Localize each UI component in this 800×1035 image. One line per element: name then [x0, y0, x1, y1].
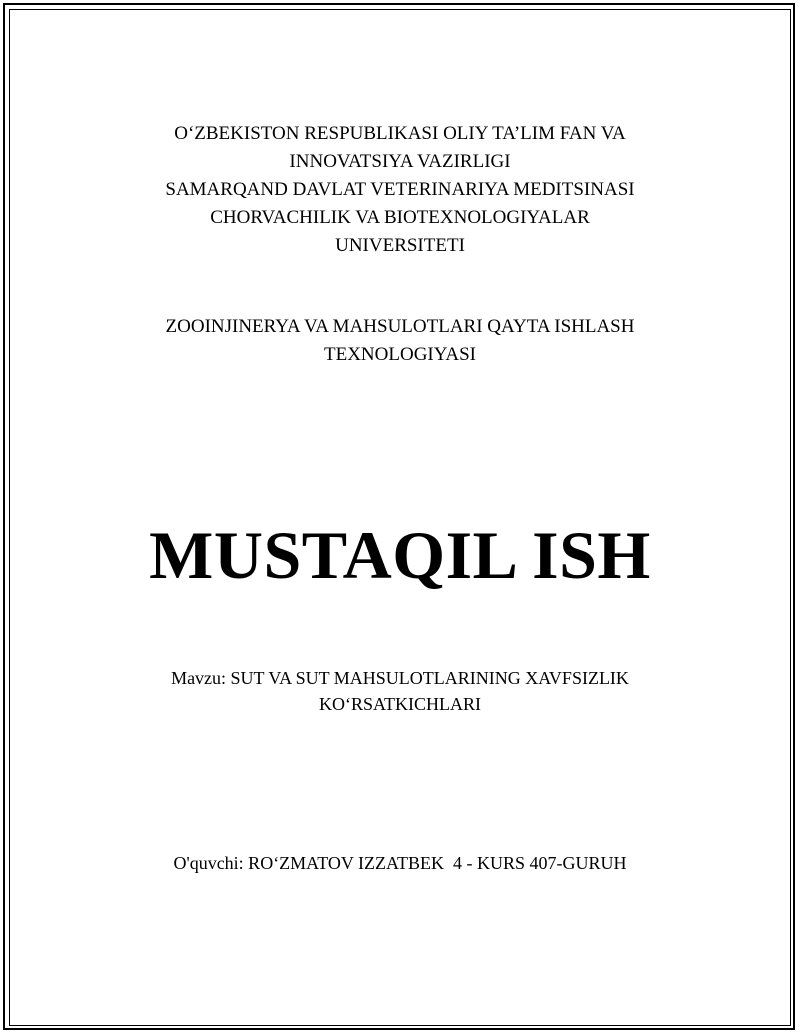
student-block — [0, 850, 800, 876]
ministry-line-1: O‘ZBEKISTON RESPUBLIKASI OLIY TA’LIM FAN VA — [174, 123, 626, 144]
university-line-3: UNIVERSITETI — [335, 235, 465, 256]
ministry-line-2: INNOVATSIYA VAZIRLIGI — [289, 151, 511, 172]
university-line-1: SAMARQAND DAVLAT VETERINARIYA MEDITSINASI — [165, 179, 635, 200]
faculty-heading — [0, 313, 800, 369]
topic-block — [0, 665, 800, 717]
topic-line-1: Mavzu: SUT VA SUT MAHSULOTLARINING XAVFSIZLIK — [171, 668, 629, 688]
faculty-line-2: TEXNOLOGIYASI — [324, 344, 476, 365]
document-title: MUSTAQIL ISH — [149, 517, 651, 593]
ministry-heading — [0, 120, 800, 260]
university-line-2: CHORVACHILIK VA BIOTEXNOLOGIYALAR — [210, 207, 590, 228]
faculty-line-1: ZOOINJINERYA VA MAHSULOTLARI QAYTA ISHLASH — [165, 316, 635, 337]
student-line: O'quvchi: RO‘ZMATOV IZZATBEK 4 - KURS 407-GURUH — [173, 853, 627, 873]
topic-line-2: KO‘RSATKICHLARI — [319, 694, 481, 714]
